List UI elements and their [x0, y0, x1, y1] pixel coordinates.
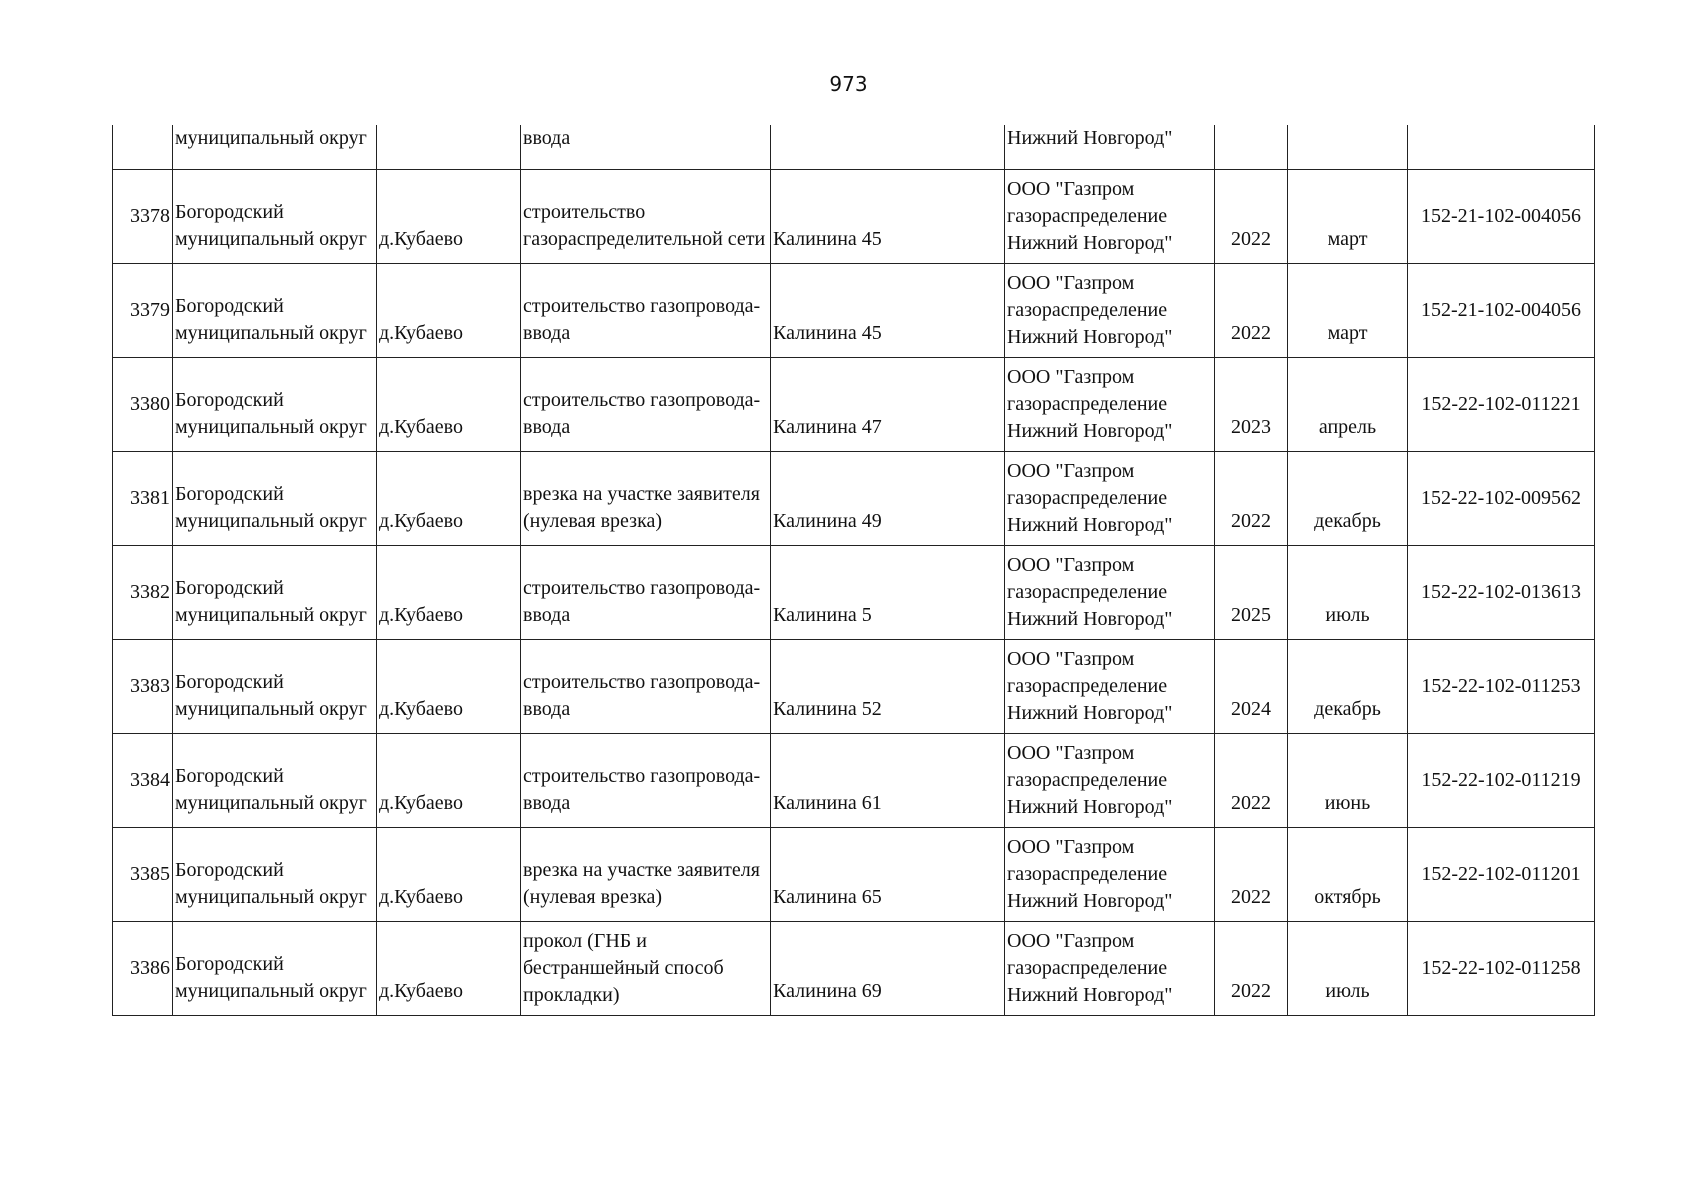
district-line: муниципальный округ — [175, 416, 367, 438]
row-number-cell-text: 3381 — [130, 486, 170, 509]
organization-block — [1007, 458, 1212, 539]
code-cell — [1408, 921, 1595, 1015]
district-block — [175, 367, 374, 441]
row-number-cell — [113, 169, 173, 263]
organization-line: ООО "Газпром — [1007, 835, 1135, 858]
settlement-cell — [377, 357, 521, 451]
address-cell-text: Калинина 45 — [773, 227, 882, 250]
work-type-block — [523, 928, 768, 1009]
work-type-line: строительство газопровода- — [523, 389, 761, 411]
district-cell — [173, 169, 377, 263]
address-cell — [771, 263, 1005, 357]
table-row — [113, 169, 1595, 263]
district-cell — [173, 639, 377, 733]
code-cell-text: 152-22-102-009562 — [1421, 486, 1581, 509]
code-cell — [1408, 169, 1595, 263]
district-line: Богородский — [175, 483, 284, 505]
work-type-block — [523, 555, 768, 629]
work-type-block — [523, 179, 768, 253]
address-cell-text: Калинина 65 — [773, 885, 882, 908]
work-type-line: ввода — [523, 604, 571, 626]
code-cell-text: 152-21-102-004056 — [1421, 204, 1581, 227]
district-line: Богородский — [175, 201, 284, 223]
organization-line: газораспределение — [1007, 674, 1168, 697]
settlement-cell — [377, 545, 521, 639]
work-type-line: газораспределительной сети — [523, 228, 766, 250]
year-cell-text: 2022 — [1231, 885, 1271, 908]
work-type-block — [523, 273, 768, 347]
code-cell-text: 152-22-102-011258 — [1421, 956, 1581, 979]
organization-cell — [1005, 451, 1215, 545]
settlement-cell — [377, 125, 521, 169]
organization-line: ООО "Газпром — [1007, 365, 1135, 388]
work-type-line: ввода — [523, 792, 571, 814]
month-cell-text: декабрь — [1314, 509, 1381, 532]
settlement-cell-text: д.Кубаево — [379, 979, 463, 1002]
work-type-line: прокладки) — [523, 983, 620, 1006]
settlement-cell — [377, 827, 521, 921]
settlement-cell-text: д.Кубаево — [379, 697, 463, 720]
address-cell — [771, 921, 1005, 1015]
organization-line: ООО "Газпром — [1007, 271, 1135, 294]
settlement-cell-text: д.Кубаево — [379, 603, 463, 626]
address-cell — [771, 125, 1005, 169]
row-number-cell-text: 3379 — [130, 298, 170, 321]
district-block — [175, 461, 374, 535]
code-cell — [1408, 733, 1595, 827]
code-cell-text: 152-22-102-011221 — [1421, 392, 1581, 415]
month-cell — [1288, 263, 1408, 357]
work-type-cell — [521, 169, 771, 263]
organization-line: ООО "Газпром — [1007, 459, 1135, 482]
district-block — [175, 555, 374, 629]
year-cell — [1215, 125, 1288, 169]
organization-block — [1007, 834, 1212, 915]
work-type-cell — [521, 827, 771, 921]
month-cell — [1288, 451, 1408, 545]
month-cell — [1288, 827, 1408, 921]
row-number-cell-text: 3386 — [130, 956, 170, 979]
code-cell — [1408, 125, 1595, 169]
year-cell-text: 2025 — [1231, 603, 1271, 626]
work-type-cell — [521, 125, 771, 169]
table-row — [113, 357, 1595, 451]
organization-line: газораспределение — [1007, 486, 1168, 509]
organization-line: ООО "Газпром — [1007, 647, 1135, 670]
organization-cell — [1005, 733, 1215, 827]
district-cell-text: муниципальный округ — [175, 127, 367, 149]
year-cell — [1215, 169, 1288, 263]
organization-line: Нижний Новгород" — [1007, 795, 1173, 818]
address-cell-text: Калинина 45 — [773, 321, 882, 344]
code-cell-text: 152-22-102-011201 — [1421, 862, 1581, 885]
table-row — [113, 263, 1595, 357]
organization-block — [1007, 364, 1212, 445]
code-cell-text: 152-22-102-013613 — [1421, 580, 1581, 603]
year-cell — [1215, 639, 1288, 733]
district-cell — [173, 357, 377, 451]
row-number-cell — [113, 125, 173, 169]
work-type-cell — [521, 451, 771, 545]
data-table — [112, 125, 1595, 1016]
month-cell — [1288, 169, 1408, 263]
settlement-cell — [377, 263, 521, 357]
organization-line: Нижний Новгород" — [1007, 513, 1173, 536]
address-cell-text: Калинина 5 — [773, 603, 872, 626]
work-type-cell — [521, 357, 771, 451]
district-block — [175, 273, 374, 347]
organization-line: газораспределение — [1007, 956, 1168, 979]
district-line: Богородский — [175, 577, 284, 599]
address-cell — [771, 639, 1005, 733]
row-number-cell — [113, 733, 173, 827]
code-cell — [1408, 263, 1595, 357]
table-body — [113, 125, 1595, 1015]
district-line: Богородский — [175, 295, 284, 317]
organization-cell-text: Нижний Новгород" — [1007, 127, 1173, 149]
code-cell — [1408, 357, 1595, 451]
organization-cell — [1005, 357, 1215, 451]
organization-line: Нижний Новгород" — [1007, 983, 1173, 1006]
organization-cell — [1005, 921, 1215, 1015]
district-cell — [173, 125, 377, 169]
district-line: муниципальный округ — [175, 322, 367, 344]
row-number-cell-text: 3385 — [130, 862, 170, 885]
organization-line: Нижний Новгород" — [1007, 325, 1173, 348]
year-cell-text: 2022 — [1231, 791, 1271, 814]
district-line: муниципальный округ — [175, 604, 367, 626]
district-line: Богородский — [175, 671, 284, 693]
settlement-cell — [377, 921, 521, 1015]
district-line: Богородский — [175, 953, 284, 975]
organization-block — [1007, 270, 1212, 351]
work-type-block — [523, 461, 768, 535]
work-type-cell — [521, 733, 771, 827]
month-cell-text: декабрь — [1314, 697, 1381, 720]
organization-line: ООО "Газпром — [1007, 929, 1135, 952]
year-cell-text: 2022 — [1231, 509, 1271, 532]
row-number-cell-text: 3378 — [130, 204, 170, 227]
month-cell-text: март — [1327, 227, 1368, 250]
organization-cell — [1005, 639, 1215, 733]
row-number-cell-text: 3382 — [130, 580, 170, 603]
address-cell — [771, 827, 1005, 921]
address-cell — [771, 169, 1005, 263]
settlement-cell — [377, 639, 521, 733]
organization-block — [1007, 740, 1212, 821]
settlement-cell-text: д.Кубаево — [379, 791, 463, 814]
work-type-line: прокол (ГНБ и — [523, 929, 647, 952]
row-number-cell-text: 3380 — [130, 392, 170, 415]
district-cell — [173, 921, 377, 1015]
code-cell-text: 152-22-102-011253 — [1421, 674, 1581, 697]
row-number-cell — [113, 639, 173, 733]
year-cell-text: 2022 — [1231, 227, 1271, 250]
organization-cell — [1005, 545, 1215, 639]
organization-block — [1007, 176, 1212, 257]
year-cell — [1215, 263, 1288, 357]
year-cell — [1215, 357, 1288, 451]
work-type-line: ввода — [523, 416, 571, 438]
settlement-cell-text: д.Кубаево — [379, 885, 463, 908]
organization-line: газораспределение — [1007, 768, 1168, 791]
settlement-cell-text: д.Кубаево — [379, 415, 463, 438]
district-line: Богородский — [175, 859, 284, 881]
organization-line: газораспределение — [1007, 580, 1168, 603]
district-cell — [173, 733, 377, 827]
district-line: муниципальный округ — [175, 980, 367, 1002]
year-cell-text: 2024 — [1231, 697, 1271, 720]
month-cell-text: октябрь — [1314, 885, 1381, 908]
year-cell-text: 2022 — [1231, 321, 1271, 344]
organization-block — [1007, 928, 1212, 1009]
year-cell — [1215, 921, 1288, 1015]
district-line: Богородский — [175, 389, 284, 411]
row-number-cell — [113, 921, 173, 1015]
code-cell-text: 152-22-102-011219 — [1421, 768, 1581, 791]
organization-cell — [1005, 169, 1215, 263]
organization-line: газораспределение — [1007, 204, 1168, 227]
work-type-line: строительство газопровода- — [523, 295, 761, 317]
month-cell-text: март — [1327, 321, 1368, 344]
district-line: Богородский — [175, 765, 284, 787]
organization-line: Нижний Новгород" — [1007, 231, 1173, 254]
address-cell-text: Калинина 49 — [773, 509, 882, 532]
settlement-cell-text: д.Кубаево — [379, 227, 463, 250]
address-cell — [771, 451, 1005, 545]
district-line: муниципальный округ — [175, 698, 367, 720]
work-type-line: бестраншейный способ — [523, 956, 724, 979]
organization-line: Нижний Новгород" — [1007, 419, 1173, 442]
district-block — [175, 179, 374, 253]
month-cell — [1288, 357, 1408, 451]
settlement-cell — [377, 169, 521, 263]
settlement-cell — [377, 451, 521, 545]
year-cell — [1215, 451, 1288, 545]
work-type-line: строительство газопровода- — [523, 671, 761, 693]
work-type-line: ввода — [523, 698, 571, 720]
work-type-cell — [521, 921, 771, 1015]
organization-line: ООО "Газпром — [1007, 553, 1135, 576]
work-type-line: врезка на участке заявителя — [523, 483, 760, 505]
year-cell-text: 2023 — [1231, 415, 1271, 438]
organization-line: Нижний Новгород" — [1007, 607, 1173, 630]
code-cell — [1408, 827, 1595, 921]
district-block — [175, 931, 374, 1005]
table-row — [113, 827, 1595, 921]
district-block — [175, 743, 374, 817]
row-number-cell — [113, 827, 173, 921]
row-number-cell — [113, 357, 173, 451]
month-cell — [1288, 545, 1408, 639]
address-cell-text: Калинина 69 — [773, 979, 882, 1002]
month-cell — [1288, 733, 1408, 827]
work-type-line: врезка на участке заявителя — [523, 859, 760, 881]
work-type-block — [523, 367, 768, 441]
organization-line: газораспределение — [1007, 392, 1168, 415]
row-number-cell — [113, 263, 173, 357]
organization-cell — [1005, 827, 1215, 921]
work-type-cell — [521, 263, 771, 357]
table-row — [113, 733, 1595, 827]
code-cell — [1408, 451, 1595, 545]
table-row — [113, 545, 1595, 639]
work-type-line: ввода — [523, 322, 571, 344]
code-cell-text: 152-21-102-004056 — [1421, 298, 1581, 321]
month-cell-text: апрель — [1318, 415, 1377, 438]
page-number: 973 — [829, 72, 868, 96]
row-number-cell-text: 3383 — [130, 674, 170, 697]
address-cell — [771, 545, 1005, 639]
month-cell-text: июнь — [1324, 791, 1371, 814]
table-row — [113, 451, 1595, 545]
work-type-block — [523, 837, 768, 911]
organization-line: ООО "Газпром — [1007, 177, 1135, 200]
work-type-cell — [521, 639, 771, 733]
address-cell-text: Калинина 47 — [773, 415, 882, 438]
row-number-cell — [113, 545, 173, 639]
month-cell-text: июль — [1325, 979, 1370, 1002]
settlement-cell-text: д.Кубаево — [379, 321, 463, 344]
year-cell — [1215, 545, 1288, 639]
work-type-block — [523, 743, 768, 817]
table-row — [113, 921, 1595, 1015]
year-cell-text: 2022 — [1231, 979, 1271, 1002]
organization-line: газораспределение — [1007, 298, 1168, 321]
row-number-cell — [113, 451, 173, 545]
address-cell — [771, 357, 1005, 451]
district-line: муниципальный округ — [175, 886, 367, 908]
organization-block — [1007, 552, 1212, 633]
district-cell — [173, 545, 377, 639]
work-type-line: строительство — [523, 201, 646, 223]
work-type-line: строительство газопровода- — [523, 765, 761, 787]
table-row-continuation — [113, 125, 1595, 169]
code-cell — [1408, 639, 1595, 733]
organization-cell — [1005, 125, 1215, 169]
month-cell — [1288, 921, 1408, 1015]
organization-line: ООО "Газпром — [1007, 741, 1135, 764]
district-cell — [173, 827, 377, 921]
organization-cell — [1005, 263, 1215, 357]
year-cell — [1215, 827, 1288, 921]
work-type-line: (нулевая врезка) — [523, 510, 663, 532]
organization-block — [1007, 646, 1212, 727]
month-cell — [1288, 125, 1408, 169]
address-cell-text: Калинина 61 — [773, 791, 882, 814]
organization-line: газораспределение — [1007, 862, 1168, 885]
code-cell — [1408, 545, 1595, 639]
district-line: муниципальный округ — [175, 228, 367, 250]
month-cell-text: июль — [1325, 603, 1370, 626]
work-type-cell — [521, 545, 771, 639]
district-block — [175, 649, 374, 723]
settlement-cell-text: д.Кубаево — [379, 509, 463, 532]
district-line: муниципальный округ — [175, 792, 367, 814]
organization-line: Нижний Новгород" — [1007, 701, 1173, 724]
work-type-line: строительство газопровода- — [523, 577, 761, 599]
table-row — [113, 639, 1595, 733]
district-cell — [173, 451, 377, 545]
district-cell — [173, 263, 377, 357]
work-type-block — [523, 649, 768, 723]
district-line: муниципальный округ — [175, 510, 367, 532]
year-cell — [1215, 733, 1288, 827]
work-type-cell-text: ввода — [523, 127, 571, 149]
settlement-cell — [377, 733, 521, 827]
work-type-line: (нулевая врезка) — [523, 886, 663, 908]
address-cell — [771, 733, 1005, 827]
district-block — [175, 837, 374, 911]
month-cell — [1288, 639, 1408, 733]
organization-line: Нижний Новгород" — [1007, 889, 1173, 912]
row-number-cell-text: 3384 — [130, 768, 170, 791]
address-cell-text: Калинина 52 — [773, 697, 882, 720]
